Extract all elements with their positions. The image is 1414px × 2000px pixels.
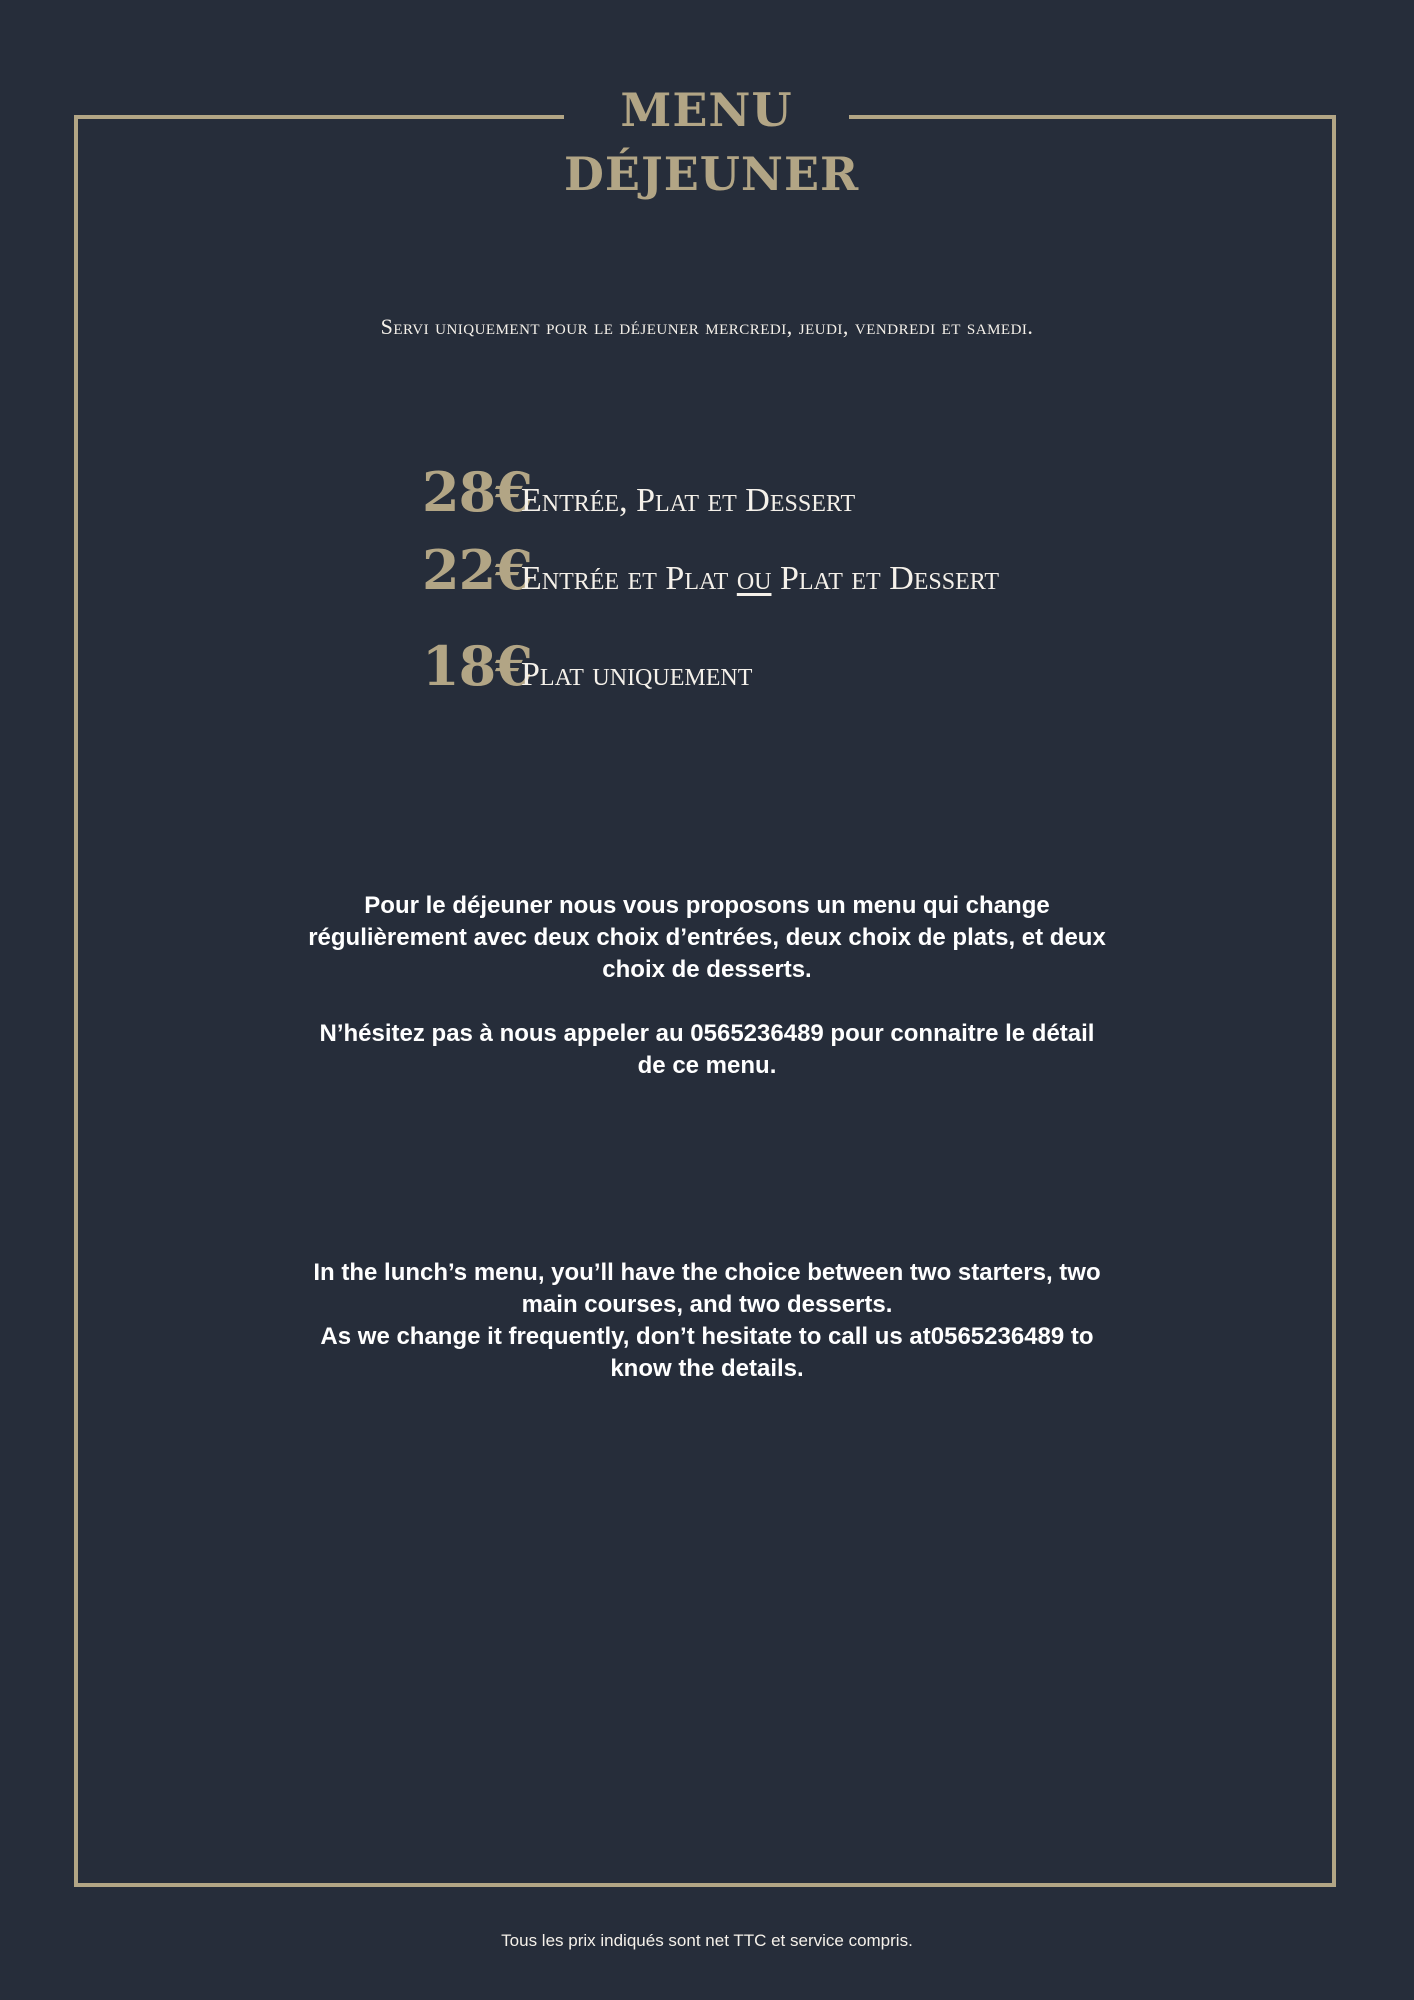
price-row-two-courses xyxy=(422,538,999,602)
price-amount: 22€ xyxy=(422,538,532,602)
price-row-complete xyxy=(422,460,855,524)
price-amount: 28€ xyxy=(422,460,532,524)
price-disclaimer: Tous les prix indiqués sont net TTC et service compris. xyxy=(501,1931,913,1950)
french-description xyxy=(307,890,1107,1082)
french-paragraph-call: N’hésitez pas à nous appeler au 0565236489 pour connaitre le détail de ce menu. xyxy=(319,1020,1095,1079)
price-description-or: ou xyxy=(736,560,772,597)
french-paragraph-menu: Pour le déjeuner nous vous proposons un menu qui change régulièrement avec deux choix d’entrées, deux choix de plats, et deux choix de desserts. xyxy=(308,892,1106,983)
menu-title-line1: MENU xyxy=(620,83,793,137)
price-description: Plat uniquement xyxy=(521,656,753,693)
menu-title-line2: DÉJEUNER xyxy=(564,147,860,201)
price-row-main-only xyxy=(422,634,752,698)
price-description: Entrée, Plat et Dessert xyxy=(521,482,856,519)
english-paragraph-menu: In the lunch’s menu, you’ll have the choice between two starters, two main courses, and two desserts. xyxy=(313,1259,1101,1318)
price-description-part1: Entrée et Plat xyxy=(521,560,737,597)
menu-subtitle: Servi uniquement pour le déjeuner mercredi, jeudi, vendredi et samedi. xyxy=(380,314,1034,339)
menu-title xyxy=(564,78,860,206)
price-amount: 18€ xyxy=(422,634,532,698)
price-description xyxy=(521,560,999,598)
english-paragraph-call: As we change it frequently, don’t hesitate to call us at0565236489 to know the details. xyxy=(320,1323,1094,1382)
english-description xyxy=(307,1257,1107,1385)
price-description-part2: Plat et Dessert xyxy=(771,560,1000,597)
